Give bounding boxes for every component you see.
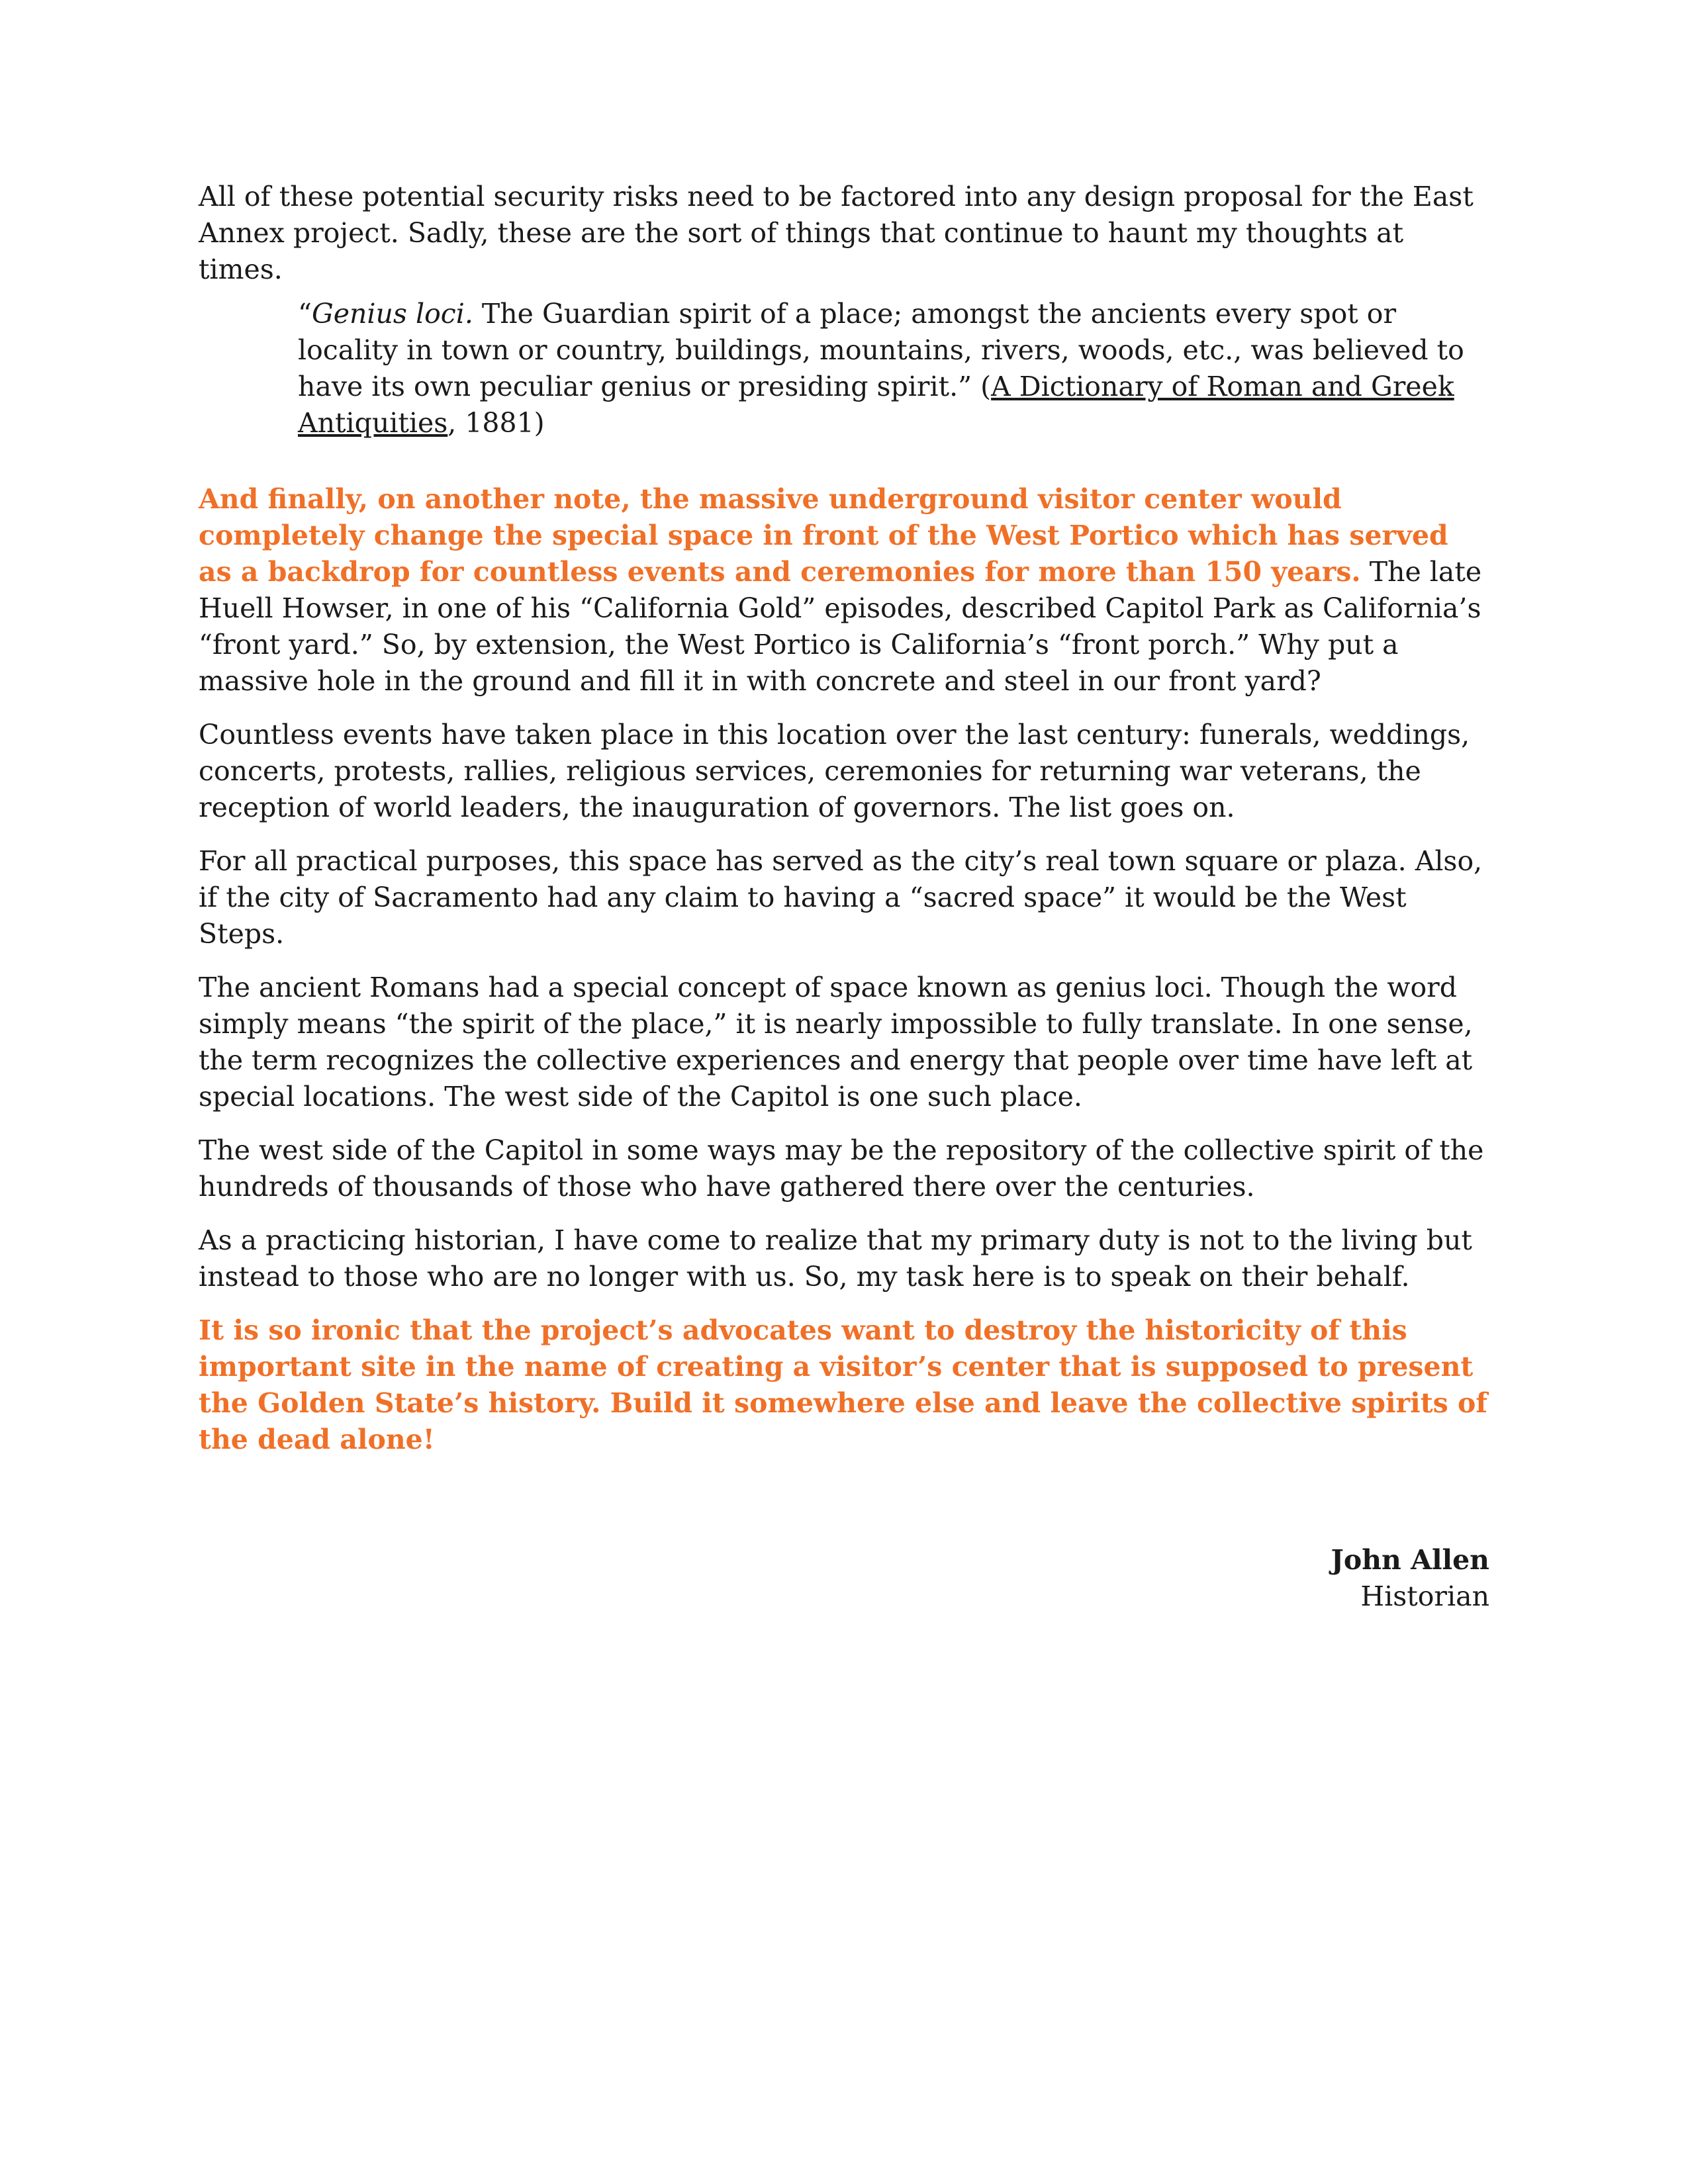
quote-term: Genius loci. — [311, 298, 473, 330]
events-paragraph: Countless events have taken place in this location over the last century: funerals, weddings, concerts, protests, rallies, religious services, ceremonies for returning war veterans, the reception of world leaders, the inauguration of governors. The list goes on. — [199, 719, 1470, 823]
signature-title: Historian — [1360, 1580, 1489, 1612]
west-portico-paragraph — [199, 481, 1489, 700]
closing-emphasis-paragraph: It is so ironic that the project’s advocates want to destroy the historicity of this important site in the name of creating a visitor’s center that is supposed to present the Golden State’s history. Build it somewhere else and leave the collective spirits of the dead alone! — [199, 1314, 1487, 1455]
quote-text: The Guardian spirit of a place; amongst the ancients every spot or locality in town or country, buildings, mountains, rivers, woods, etc., was believed to have its own peculiar genius or presiding spirit.” ( — [298, 298, 1464, 402]
quote-open-mark: “ — [298, 298, 312, 330]
west-portico-emphasis: And finally, on another note, the massive underground visitor center would completely change the special space in front of the West Portico which has served as a backdrop for countless events and ceremonies for more than 150 years. — [199, 483, 1448, 588]
town-square-paragraph: For all practical purposes, this space has served as the city’s real town square or plaza. Also, if the city of Sacramento had any claim to having a “sacred space” it would be the West Steps. — [199, 845, 1483, 950]
intro-paragraph: All of these potential security risks need to be factored into any design proposal for the East Annex project. Sadly, these are the sort of things that continue to haunt my thoughts at times. — [199, 181, 1474, 285]
genius-loci-paragraph: The ancient Romans had a special concept of space known as genius loci. Though the word simply means “the spirit of the place,” it is nearly impossible to fully translate. In one sense, the term recognizes the collective experiences and energy that people over time have left at special locations. The west side of the Capitol is one such place. — [199, 972, 1473, 1113]
quote-source-title: A Dictionary of Roman and Greek Antiquities — [298, 371, 1454, 439]
signature-block — [1331, 1542, 1490, 1615]
signature-name: John Allen — [1331, 1544, 1489, 1576]
historian-duty-paragraph: As a practicing historian, I have come to realize that my primary duty is not to the living but instead to those who are no longer with us. So, my task here is to speak on their behalf. — [199, 1224, 1472, 1293]
west-portico-text: The late Huell Howser, in one of his “California Gold” episodes, described Capitol Park as California’s “front yard.” So, by extension, the West Portico is California’s “front porch.” Why put a massive hole in the ground and fill it in with concrete and steel in our front yard? — [199, 556, 1482, 697]
repository-paragraph: The west side of the Capitol in some ways may be the repository of the collective spirit of the hundreds of thousands of those who have gathered there over the centuries. — [199, 1134, 1484, 1203]
document-body — [199, 179, 1489, 1475]
quote-source-tail: , 1881) — [447, 407, 545, 439]
genius-loci-quote — [298, 296, 1489, 441]
